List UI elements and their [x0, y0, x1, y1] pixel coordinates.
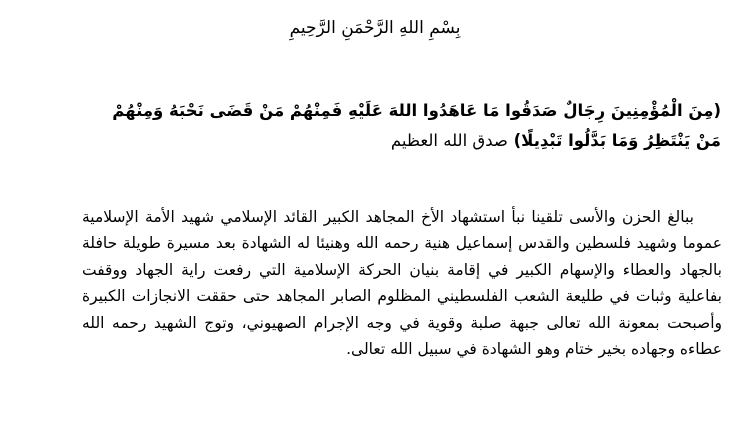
condolence-paragraph: ببالغ الحزن والأسى تلقينا نبأ استشهاد الأخ المجاهد الكبير القائد الإسلامي شهيد الأمة الإسلامية عموما وشهيد فلسطين والقدس إسماعيل هنية رحمه الله وهنيئا له الشهادة بعد مسيرة طويلة حافلة بالجهاد والعطاء والإسهام الكبير في إقامة بنيان الحركة الإسلامية التي رفعت راية الجهاد ووقفت بفاعلية وثبات في طليعة الشعب الفلسطيني المظلوم الصابر المجاهد حتى حققت الانجازات الكبيرة وأصبحت بمعونة الله تعالى جبهة صلبة وقوية في وجه الإجرام الصهيوني، وتوج الشهيد رحمه الله عطاءه وجهاده بخير ختام وهو الشهادة في سبيل الله تعالى.: [82, 208, 722, 359]
verse-text: (مِنَ الْمُؤْمِنِينَ رِجَالٌ صَدَقُوا مَا عَاهَدُوا اللهَ عَلَيْهِ فَمِنْهُمْ مَنْ قَضَى نَحْبَهُ وَمِنْهُمْ مَنْ يَنْتَظِرُ وَمَا بَدَّلُوا تَبْدِيلًا): [112, 101, 721, 150]
verse-closing: صدق الله العظيم: [390, 131, 508, 150]
basmala-heading: بِسْمِ اللهِ الرَّحْمَنِ الرَّحِيمِ: [289, 18, 461, 38]
quran-verse: [95, 96, 721, 156]
